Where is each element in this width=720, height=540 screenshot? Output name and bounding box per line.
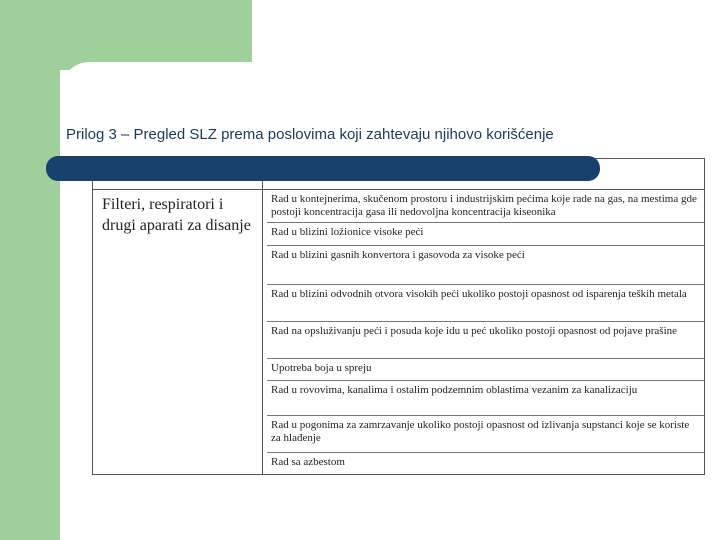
job-item: Rad u blizini odvodnih otvora visokih peći ukoliko postoji opasnost od isparenja teških metala — [267, 285, 704, 322]
jobs-cell — [263, 190, 705, 475]
equipment-name: Filteri, respiratori i drugi aparati za disanje — [102, 196, 251, 234]
green-top-band — [60, 0, 252, 70]
job-item: Rad u pogonima za zamrzavanje ukoliko postoji opasnost od izlivanja supstanci koje se koriste za hlađenje — [267, 416, 704, 453]
job-item: Rad u kontejnerima, skučenom prostoru i industrijskim pećima koje rade na gas, na mestima gde postoji koncentracija gasa ili nedovoljna koncentracija kiseonika — [267, 190, 704, 223]
job-item: Upotreba boja u spreju — [267, 359, 704, 381]
header-bar — [46, 156, 600, 181]
equipment-table — [92, 158, 705, 475]
green-sidebar-band — [0, 0, 60, 540]
job-item: Rad u rovovima, kanalima i ostalim podzemnim oblastima vezanim za kanalizaciju — [267, 381, 704, 416]
equipment-cell — [93, 190, 263, 475]
job-item: Rad u blizini gasnih konvertora i gasovoda za visoke peći — [267, 246, 704, 285]
slide-title: Prilog 3 – Pregled SLZ prema poslovima koji zahtevaju njihovo korišćenje — [66, 126, 554, 143]
table-row — [93, 190, 705, 475]
job-item: Rad sa azbestom — [271, 456, 345, 468]
job-item: Rad na opsluživanju peći i posuda koje idu u peć ukoliko postoji opasnost od pojave prašine — [267, 322, 704, 359]
job-item: Rad u blizini ložionice visoke peći — [267, 223, 704, 246]
